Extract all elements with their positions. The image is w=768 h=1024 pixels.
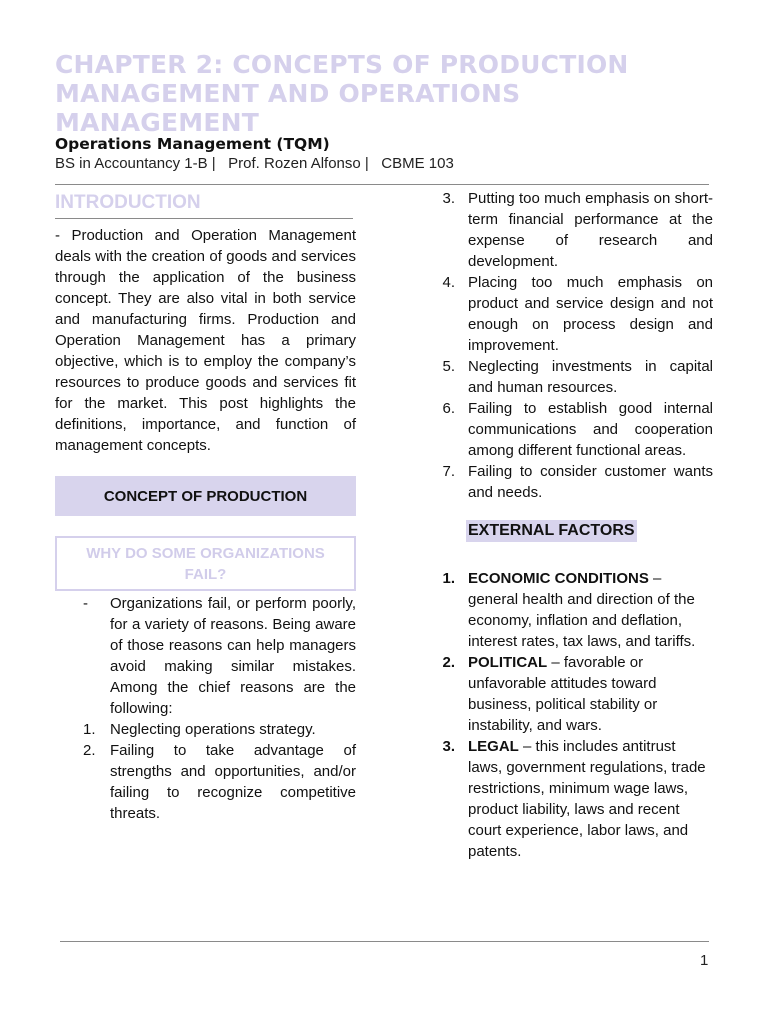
list-text: Failing to establish good internal communications and cooperation among different functional areas. (468, 400, 713, 459)
factor-term: ECONOMIC CONDITIONS (468, 570, 649, 587)
list-item (438, 188, 713, 272)
why-organizations-fail-box (55, 536, 356, 591)
list-item (438, 568, 713, 652)
list-marker: 1. (83, 721, 96, 738)
list-item (55, 719, 356, 740)
list-marker: 4. (442, 274, 455, 291)
list-item (55, 593, 356, 719)
list-marker: 5. (442, 358, 455, 375)
list-marker: 2. (442, 654, 455, 671)
list-item (55, 740, 356, 824)
list-item (438, 652, 713, 736)
course-title: Operations Management (TQM) (55, 135, 330, 153)
footer-divider (60, 941, 709, 942)
list-text: Neglecting investments in capital and human resources. (468, 358, 713, 396)
factor-description: – this includes antitrust laws, government regulations, trade restrictions, minimum wage laws, product liability, laws and recent court experience, labor laws, and patents. (468, 738, 706, 860)
list-text (468, 568, 713, 652)
list-text: Neglecting operations strategy. (110, 721, 316, 738)
concept-of-production-banner (55, 476, 356, 516)
list-item (438, 356, 713, 398)
why-fail-list-left (55, 593, 356, 824)
introduction-underline (55, 218, 353, 219)
list-item (438, 736, 713, 862)
right-column (438, 188, 713, 862)
list-marker: 1. (442, 570, 455, 587)
list-marker: 3. (442, 738, 455, 755)
list-text: Placing too much emphasis on product and service design and not enough on process design and improvement. (468, 274, 713, 354)
concept-of-production-label: CONCEPT OF PRODUCTION (103, 487, 308, 505)
list-marker: - (83, 595, 88, 612)
list-marker: 6. (442, 400, 455, 417)
page-number: 1 (700, 952, 709, 969)
list-text: Organizations fail, or perform poorly, for a variety of reasons. Being aware of those reasons can help managers avoid making similar mistakes. Among the chief reasons are the following: (110, 595, 356, 717)
list-item (438, 272, 713, 356)
factor-description: – general health and direction of the economy, inflation and deflation, interest rates, tax laws, and tariffs. (468, 570, 696, 650)
course-meta: BS in Accountancy 1-B | Prof. Rozen Alfonso | CBME 103 (55, 155, 454, 172)
list-marker: 2. (83, 742, 96, 759)
list-item (438, 398, 713, 461)
factor-term: POLITICAL (468, 654, 548, 671)
factor-description: – favorable or unfavorable attitudes toward business, political stability or instability, and wars. (468, 654, 658, 734)
chapter-title: CHAPTER 2: CONCEPTS OF PRODUCTION MANAGEMENT AND OPERATIONS MANAGEMENT (55, 50, 629, 137)
why-fail-list-right (438, 188, 713, 503)
list-marker: 7. (442, 463, 455, 480)
list-marker: 3. (442, 190, 455, 207)
introduction-heading: INTRODUCTION (55, 192, 201, 213)
why-organizations-fail-label: WHY DO SOME ORGANIZATIONS FAIL? (86, 544, 325, 583)
list-text (468, 652, 713, 736)
external-factors-heading: EXTERNAL FACTORS (466, 520, 637, 542)
list-text: Failing to take advantage of strengths and opportunities, and/or failing to recognize competitive threats. (110, 742, 356, 822)
list-item (438, 461, 713, 503)
external-factors-list (438, 568, 713, 862)
introduction-paragraph: - Production and Operation Management deals with the creation of goods and services through the application of the business concept. They are also vital in both service and manufacturing firms. Production and Operation Management has a primary objective, which is to employ the company’s resources to produce goods and services fit for the market. This post highlights the definitions, importance, and function of management concepts. (55, 227, 356, 454)
factor-term: LEGAL (468, 738, 519, 755)
list-text: Failing to consider customer wants and needs. (468, 463, 713, 501)
list-text (468, 736, 713, 862)
left-column (55, 190, 356, 824)
list-text: Putting too much emphasis on short-term financial performance at the expense of research and development. (468, 190, 713, 270)
header-divider (55, 184, 709, 185)
